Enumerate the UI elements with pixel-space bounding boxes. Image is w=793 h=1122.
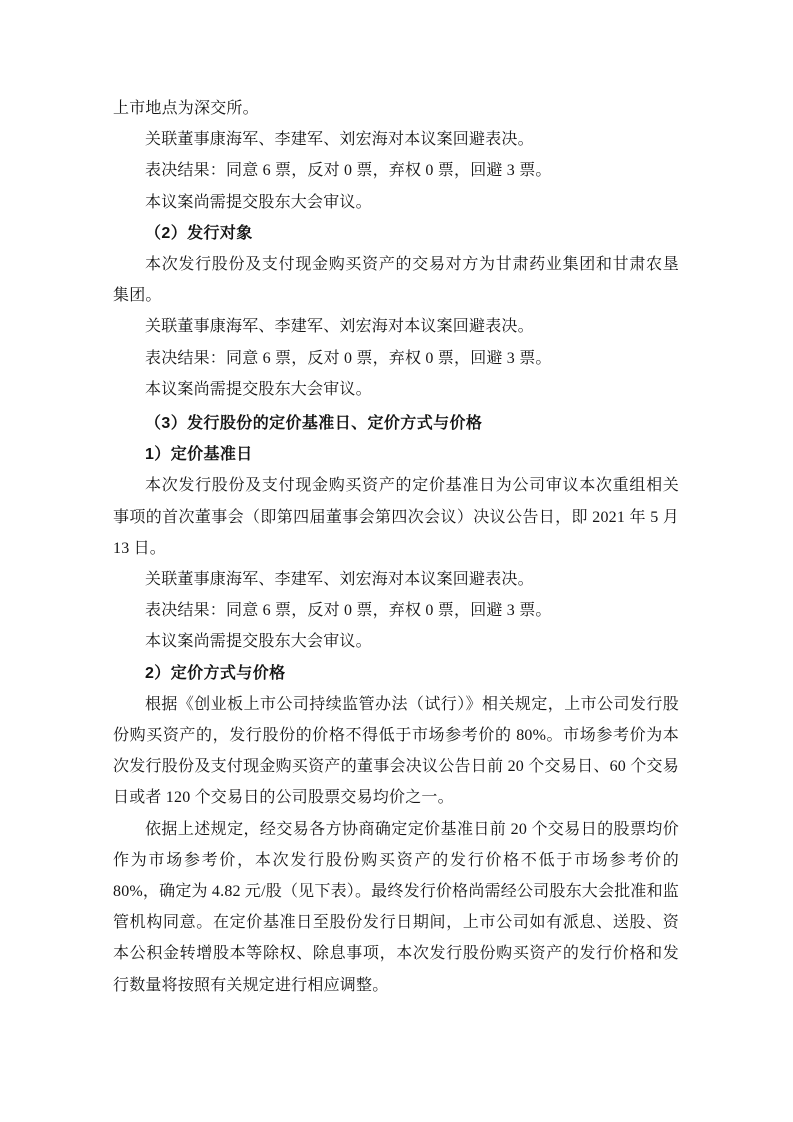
paragraph: 关联董事康海军、李建军、刘宏海对本议案回避表决。 bbox=[145, 571, 534, 589]
paragraph: 依据上述规定，经交易各方协商确定定价基准日前 20 个交易日的股票均价作为市场参考价，本次发行股份购买资产的发行价格不低于市场参考价的 80%，确定为 4.82 元/股（见下表）。最终发行价格尚需经公司股东大会批准和监管机构同意。在定价基准日至股份发行日期间，上市公司如有派息、送股、资本公积金转增股本等除权、除息事项，本次发行股份购买资产的发行价格和发行数量将按照有关规定进行相应调整。 bbox=[113, 820, 679, 994]
paragraph: 关联董事康海军、李建军、刘宏海对本议案回避表决。 bbox=[145, 131, 534, 149]
paragraph: 根据《创业板上市公司持续监管办法（试行）》相关规定，上市公司发行股份购买资产的，发行股份的价格不得低于市场参考价的 80%。市场参考价为本次发行股份及支付现金购买资产的董事会决议公告日前 20 个交易日、60 个交易日或者 120 个交易日的公司股票交易均价之一。 bbox=[113, 695, 679, 807]
paragraph: 关联董事康海军、李建军、刘宏海对本议案回避表决。 bbox=[145, 318, 534, 336]
paragraph: 表决结果：同意 6 票，反对 0 票，弃权 0 票，回避 3 票。 bbox=[145, 349, 552, 367]
document-content bbox=[113, 93, 679, 1001]
section-heading: （3）发行股份的定价基准日、定价方式与价格 bbox=[145, 415, 483, 433]
paragraph: 本议案尚需提交股东大会审议。 bbox=[145, 633, 372, 651]
paragraph: 本议案尚需提交股东大会审议。 bbox=[145, 193, 372, 211]
paragraph-continuation: 上市地点为深交所。 bbox=[113, 100, 259, 117]
section-heading: （2）发行对象 bbox=[145, 224, 253, 242]
sub-heading: 1）定价基准日 bbox=[145, 446, 253, 464]
paragraph: 表决结果：同意 6 票，反对 0 票，弃权 0 票，回避 3 票。 bbox=[145, 602, 552, 620]
paragraph: 本议案尚需提交股东大会审议。 bbox=[145, 380, 372, 398]
paragraph: 本次发行股份及支付现金购买资产的定价基准日为公司审议本次重组相关事项的首次董事会（即第四届董事会第四次会议）决议公告日，即 2021 年 5 月 13 日。 bbox=[113, 477, 679, 557]
paragraph: 本次发行股份及支付现金购买资产的交易对方为甘肃药业集团和甘肃农垦集团。 bbox=[113, 256, 679, 305]
sub-heading: 2）定价方式与价格 bbox=[145, 664, 286, 682]
paragraph: 表决结果：同意 6 票，反对 0 票，弃权 0 票，回避 3 票。 bbox=[145, 162, 552, 180]
